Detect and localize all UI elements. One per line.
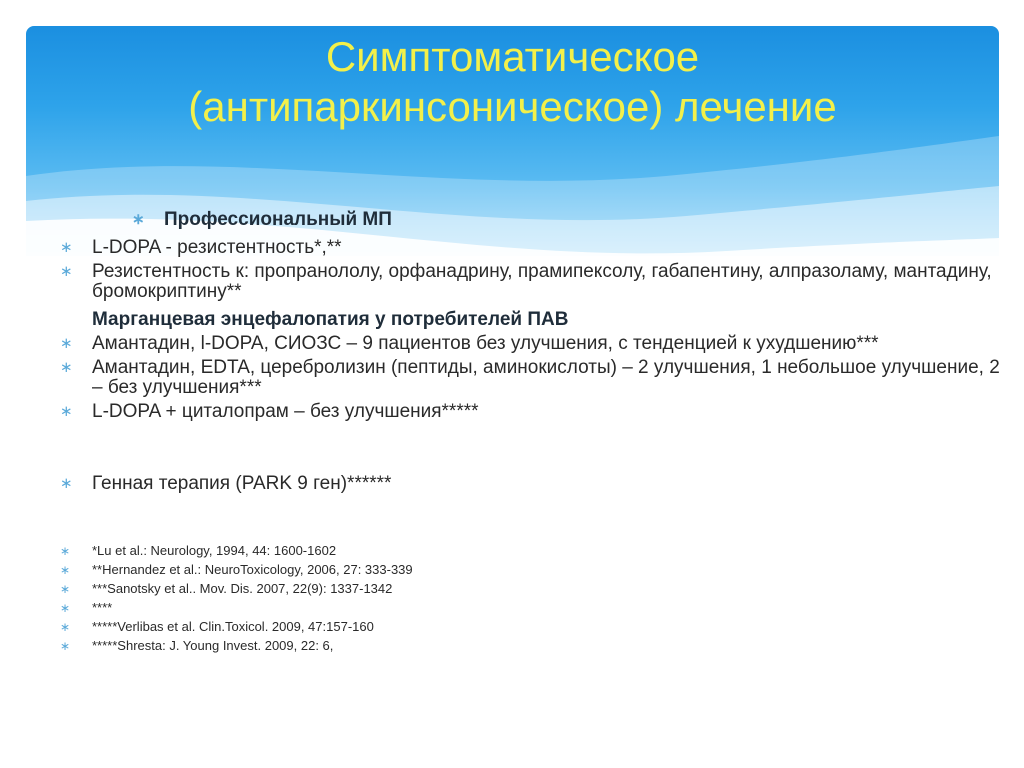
item-text: Амантадин, l-DOPA, СИОЗС – 9 пациентов без улучшения, с тенденцией к ухудшению*** <box>92 333 879 354</box>
bullet-icon: ∗ <box>60 544 71 558</box>
item-text: Генная терапия (PARK 9 ген)****** <box>92 473 392 494</box>
reference-item <box>60 639 1000 653</box>
bullet-icon: ∗ <box>60 601 71 615</box>
list-item <box>60 262 1000 302</box>
reference-text: ***Sanotsky et al.. Mov. Dis. 2007, 22(9): 1337-1342 <box>92 581 393 596</box>
slide-content <box>60 210 1000 658</box>
reference-text: **** <box>92 600 113 615</box>
list-item <box>60 474 1000 494</box>
bullet-icon: ∗ <box>132 211 145 228</box>
reference-text: *****Verlibas et al. Clin.Toxicol. 2009, 47:157-160 <box>92 619 374 634</box>
list-item <box>60 238 1000 258</box>
bullet-icon: ∗ <box>60 335 73 352</box>
reference-item <box>60 582 1000 596</box>
bullet-icon: ∗ <box>60 639 71 653</box>
bullet-icon: ∗ <box>60 239 73 256</box>
bullet-icon: ∗ <box>60 582 71 596</box>
bullet-icon: ∗ <box>60 359 73 376</box>
bullet-icon: ∗ <box>60 475 73 492</box>
item-text: L-DOPA - резистентность*,** <box>92 237 342 258</box>
list-item <box>60 402 1000 422</box>
reference-item <box>60 601 1000 615</box>
list-item <box>60 334 1000 354</box>
reference-item <box>60 544 1000 558</box>
reference-text: **Hernandez et al.: NeuroToxicology, 2006, 27: 333-339 <box>92 562 413 577</box>
bullet-icon: ∗ <box>60 263 73 280</box>
list-item <box>60 358 1000 398</box>
bullet-icon: ∗ <box>60 563 71 577</box>
item-text: Резистентность к: пропранололу, орфанадрину, прамипексолу, габапентину, алпразоламу, мантадину, бромокриптину** <box>92 261 992 302</box>
item-text: Марганцевая энцефалопатия у потребителей ПАВ <box>92 309 569 330</box>
slide-title <box>26 32 999 132</box>
item-text: L-DOPA + циталопрам – без улучшения***** <box>92 401 479 422</box>
item-text: Профессиональный МП <box>164 209 392 230</box>
list-item <box>60 210 1000 230</box>
reference-text: *****Shresta: J. Young Invest. 2009, 22: 6, <box>92 638 334 653</box>
item-text: Амантадин, EDTA, церебролизин (пептиды, аминокислоты) – 2 улучшения, 1 небольшое улучшение, 2 – без улучшения*** <box>92 357 1000 398</box>
reference-item <box>60 620 1000 634</box>
reference-item <box>60 563 1000 577</box>
title-line-2: (антипаркинсоническое) лечение <box>188 83 837 130</box>
bullet-icon: ∗ <box>60 403 73 420</box>
reference-text: *Lu et al.: Neurology, 1994, 44: 1600-1602 <box>92 543 337 558</box>
title-line-1: Симптоматическое <box>325 33 700 80</box>
section-heading <box>60 310 1000 330</box>
bullet-icon: ∗ <box>60 620 71 634</box>
